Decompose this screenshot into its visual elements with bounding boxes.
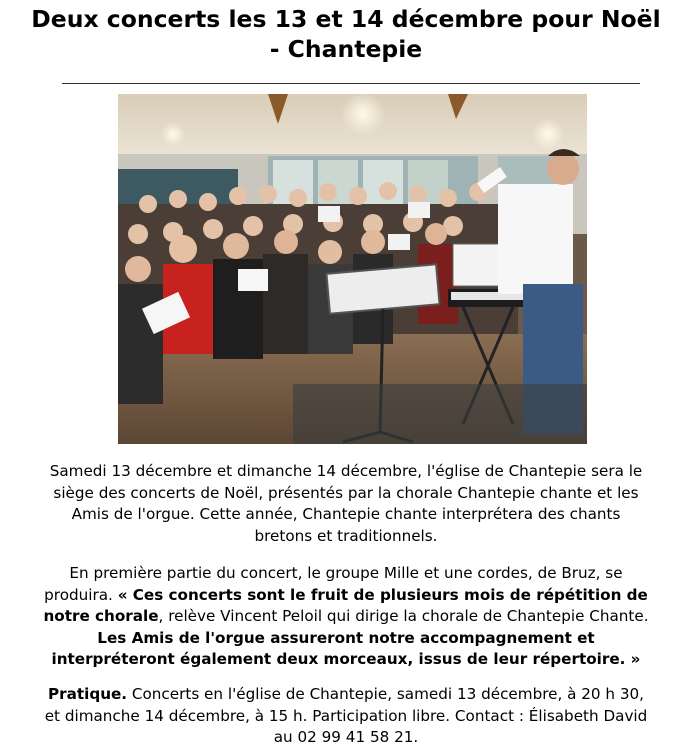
paragraph-quote-line-3-plain: , relève Vincent Peloil qui dirige la chorale de Chantepie Chante.: [158, 607, 649, 625]
paragraph-intro-line-2: siège des concerts de Noël, présentés par la chorale Chantepie chante et les: [53, 483, 639, 502]
paragraph-intro-line-1: Samedi 13 décembre et dimanche 14 décembre, l'église de Chantepie sera le: [49, 462, 643, 480]
paragraph-quote-line-5-bold: interpréteront également deux morceaux, issus de leur répertoire. »: [51, 650, 641, 668]
article-title-line-1: Deux concerts les 13 et 14 décembre pour Noël: [31, 5, 661, 33]
paragraph-quote-line-2-bold: « Ces concerts sont le fruit de plusieurs mois de répétition de: [117, 585, 648, 604]
paragraph-quote-line-3-bold: notre chorale: [43, 607, 159, 625]
paragraph-practical-line-3: au 02 99 41 58 21.: [273, 728, 419, 746]
paragraph-quote-line-1: En première partie du concert, le groupe Mille et une cordes, de Bruz, se: [69, 564, 623, 582]
article-title-line-2: - Chantepie: [269, 35, 423, 63]
choir-concert-photo: [118, 94, 587, 444]
article-title: [0, 0, 692, 64]
paragraph-practical-line-1: Concerts en l'église de Chantepie, samedi 13 décembre, à 20 h 30,: [127, 685, 645, 703]
paragraph-quote-line-2-plain: produira.: [44, 585, 118, 604]
paragraph-practical: [14, 684, 678, 749]
paragraph-intro: [14, 461, 678, 547]
paragraph-practical-line-2: et dimanche 14 décembre, à 15 h. Participation libre. Contact : Élisabeth David: [44, 706, 648, 725]
title-divider: [62, 83, 640, 84]
paragraph-quote: [14, 563, 678, 671]
practical-label: Pratique.: [47, 685, 128, 703]
paragraph-intro-line-3: Amis de l'orgue. Cette année, Chantepie chante interprétera des chants: [71, 505, 621, 523]
paragraph-quote-line-4-bold: Les Amis de l'orgue assureront notre accompagnement et: [97, 628, 595, 647]
paragraph-intro-line-4: bretons et traditionnels.: [254, 526, 438, 545]
